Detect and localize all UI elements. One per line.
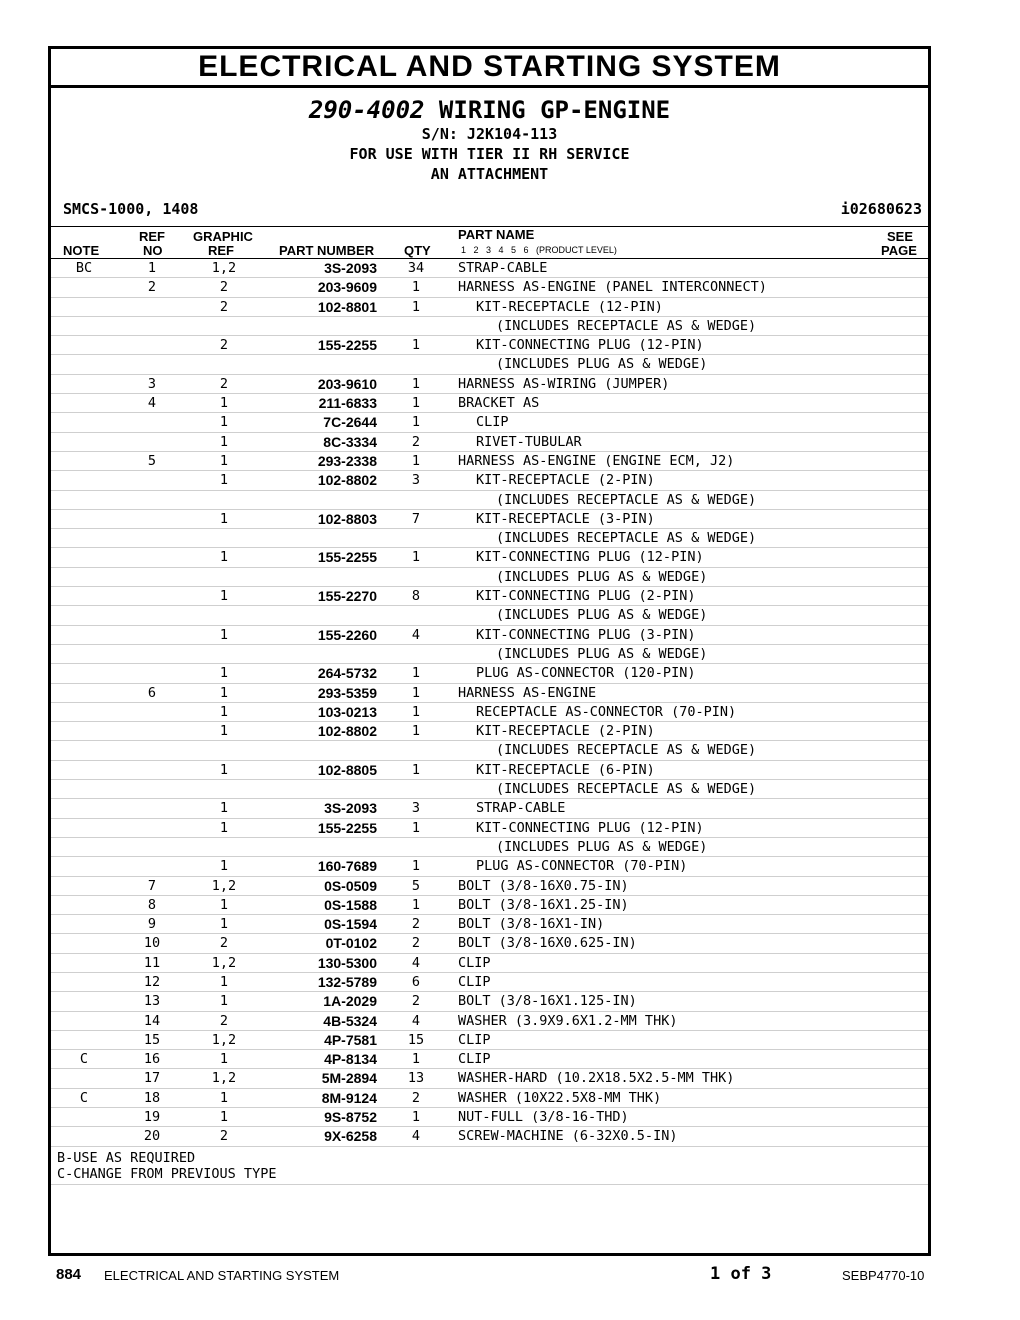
part-name-cell: BOLT (3/8-16X1.25-IN)	[458, 896, 629, 913]
parts-page-frame	[48, 46, 931, 1256]
table-row	[51, 529, 928, 548]
table-row	[51, 819, 928, 838]
group-title	[51, 96, 928, 124]
part-name-cell: (INCLUDES PLUG AS & WEDGE)	[496, 356, 708, 373]
part-number-cell: 5M-2894	[321, 1070, 377, 1087]
qty-cell: 1	[411, 703, 421, 720]
part-name-cell: STRAP-CABLE	[476, 800, 566, 817]
ref-no-cell: 16	[143, 1051, 161, 1068]
note-c: C-CHANGE FROM PREVIOUS TYPE	[57, 1165, 277, 1182]
qty-cell: 1	[411, 549, 421, 566]
header-graphic-top: GRAPHIC	[193, 229, 253, 244]
part-number-cell: 102-8801	[317, 298, 377, 315]
graphic-ref-cell: 1	[219, 665, 229, 682]
table-row	[51, 548, 928, 567]
part-number-cell: 4P-7581	[324, 1031, 377, 1048]
qty-cell: 3	[411, 800, 421, 817]
note-cell: BC	[75, 260, 93, 276]
header-ref-bottom: NO	[143, 243, 163, 258]
part-name-cell: BOLT (3/8-16X1-IN)	[458, 916, 605, 933]
qty-cell: 2	[411, 935, 421, 952]
table-row	[51, 491, 928, 510]
ref-no-cell: 17	[143, 1070, 161, 1087]
part-name-cell: (INCLUDES RECEPTACLE AS & WEDGE)	[496, 491, 757, 508]
table-row	[51, 934, 928, 953]
part-name-cell: STRAP-CABLE	[458, 260, 548, 276]
part-name-cell: BOLT (3/8-16X0.75-IN)	[458, 877, 629, 894]
table-row	[51, 1050, 928, 1069]
table-row	[51, 452, 928, 471]
table-row	[51, 1089, 928, 1108]
qty-cell: 1	[411, 896, 421, 913]
usage-line-1: FOR USE WITH TIER II RH SERVICE	[349, 145, 630, 163]
graphic-ref-cell: 2	[219, 375, 229, 392]
part-number-cell: 130-5300	[317, 954, 377, 971]
qty-cell: 4	[411, 954, 421, 971]
part-name-cell: BOLT (3/8-16X1.125-IN)	[458, 993, 637, 1010]
ref-no-cell: 3	[147, 375, 157, 392]
ref-no-cell: 11	[143, 954, 161, 971]
graphic-ref-cell: 1	[219, 800, 229, 817]
graphic-ref-cell: 1,2	[211, 260, 237, 276]
table-row	[51, 838, 928, 857]
table-row	[51, 780, 928, 799]
part-name-cell: KIT-CONNECTING PLUG (3-PIN)	[476, 626, 696, 643]
ref-no-cell: 13	[143, 993, 161, 1010]
qty-cell: 13	[407, 1070, 425, 1087]
ref-no-cell: 10	[143, 935, 161, 952]
part-number-cell: 8M-9124	[321, 1089, 377, 1106]
graphic-ref-cell: 1	[219, 626, 229, 643]
part-name-cell: SCREW-MACHINE (6-32X0.5-IN)	[458, 1128, 678, 1145]
part-name-cell: WASHER-HARD (10.2X18.5X2.5-MM THK)	[458, 1070, 735, 1087]
graphic-ref-cell: 2	[219, 298, 229, 315]
qty-cell: 2	[411, 993, 421, 1010]
part-name-cell: PLUG AS-CONNECTOR (120-PIN)	[476, 665, 696, 682]
notes-block	[51, 1147, 928, 1185]
table-row	[51, 278, 928, 297]
part-number-cell: 155-2255	[317, 337, 377, 354]
part-number-cell: 103-0213	[317, 703, 377, 720]
table-row	[51, 336, 928, 355]
header-part-name: PART NAME	[458, 227, 535, 242]
table-row	[51, 355, 928, 374]
group-number: 290-4002	[308, 96, 425, 124]
group-name: WIRING GP-ENGINE	[438, 96, 671, 124]
part-name-cell: CLIP	[458, 954, 491, 971]
graphic-ref-cell: 1	[219, 684, 229, 701]
part-number-cell: 293-2338	[317, 452, 377, 469]
graphic-ref-cell: 2	[219, 1128, 229, 1145]
part-name-cell: KIT-RECEPTACLE (2-PIN)	[476, 723, 655, 740]
header-see-top: SEE	[887, 229, 914, 244]
graphic-ref-cell: 1	[219, 510, 229, 527]
ref-no-cell: 19	[143, 1109, 161, 1126]
table-row	[51, 722, 928, 741]
qty-cell: 1	[411, 414, 421, 431]
usage-line-2: AN ATTACHMENT	[430, 165, 549, 183]
graphic-ref-cell: 1	[219, 993, 229, 1010]
part-number-cell: 155-2255	[317, 549, 377, 566]
graphic-ref-cell: 1	[219, 1051, 229, 1068]
qty-cell: 2	[411, 916, 421, 933]
part-number-cell: 155-2255	[317, 819, 377, 836]
graphic-ref-cell: 1	[219, 549, 229, 566]
table-row	[51, 954, 928, 973]
part-name-cell: WASHER (10X22.5X8-MM THK)	[458, 1089, 662, 1106]
part-number-cell: 293-5359	[317, 684, 377, 701]
qty-cell: 1	[411, 395, 421, 412]
part-number-cell: 102-8803	[317, 510, 377, 527]
graphic-ref-cell: 1	[219, 395, 229, 412]
graphic-ref-cell: 1	[219, 723, 229, 740]
graphic-ref-cell: 1,2	[211, 954, 237, 971]
qty-cell: 1	[411, 1051, 421, 1068]
graphic-ref-cell: 1	[219, 1089, 229, 1106]
table-row	[51, 1012, 928, 1031]
part-number-cell: 264-5732	[317, 665, 377, 682]
ref-no-cell: 5	[147, 452, 157, 469]
graphic-ref-cell: 1	[219, 761, 229, 778]
table-row	[51, 664, 928, 683]
qty-cell: 4	[411, 1128, 421, 1145]
part-number-cell: 102-8805	[317, 761, 377, 778]
qty-cell: 8	[411, 588, 421, 605]
graphic-ref-cell: 1	[219, 896, 229, 913]
table-row	[51, 375, 928, 394]
part-name-cell: HARNESS AS-WIRING (JUMPER)	[458, 375, 670, 392]
part-name-cell: CLIP	[458, 1051, 491, 1068]
qty-cell: 7	[411, 510, 421, 527]
qty-cell: 1	[411, 761, 421, 778]
ref-no-cell: 15	[143, 1031, 161, 1048]
part-name-cell: KIT-RECEPTACLE (3-PIN)	[476, 510, 655, 527]
part-number-cell: 8C-3334	[323, 433, 377, 450]
graphic-ref-cell: 1	[219, 858, 229, 875]
part-name-cell: (INCLUDES RECEPTACLE AS & WEDGE)	[496, 742, 757, 759]
part-name-cell: CLIP	[476, 414, 509, 431]
qty-cell: 1	[411, 452, 421, 469]
table-row	[51, 645, 928, 664]
table-row	[51, 1108, 928, 1127]
qty-cell: 4	[411, 1012, 421, 1029]
part-number-cell: 0S-1588	[324, 896, 377, 913]
part-name-cell: (INCLUDES RECEPTACLE AS & WEDGE)	[496, 317, 757, 334]
graphic-ref-cell: 1,2	[211, 1070, 237, 1087]
part-name-cell: PLUG AS-CONNECTOR (70-PIN)	[476, 858, 688, 875]
table-row	[51, 1069, 928, 1088]
table-row	[51, 857, 928, 876]
part-name-cell: RECEPTACLE AS-CONNECTOR (70-PIN)	[476, 703, 737, 720]
part-number-cell: 3S-2093	[324, 260, 377, 276]
header-product-levels: 1 2 3 4 5 6 (PRODUCT LEVEL)	[461, 245, 617, 255]
qty-cell: 1	[411, 337, 421, 354]
qty-cell: 1	[411, 858, 421, 875]
part-name-cell: KIT-CONNECTING PLUG (12-PIN)	[476, 549, 704, 566]
qty-cell: 1	[411, 665, 421, 682]
graphic-ref-cell: 2	[219, 279, 229, 296]
table-row	[51, 877, 928, 896]
table-row	[51, 606, 928, 625]
graphic-ref-cell: 1	[219, 588, 229, 605]
qty-cell: 5	[411, 877, 421, 894]
qty-cell: 1	[411, 1109, 421, 1126]
header-see-bottom: PAGE	[881, 243, 917, 258]
part-name-cell: (INCLUDES PLUG AS & WEDGE)	[496, 645, 708, 662]
part-number-cell: 155-2270	[317, 588, 377, 605]
part-name-cell: (INCLUDES PLUG AS & WEDGE)	[496, 838, 708, 855]
part-name-cell: (INCLUDES RECEPTACLE AS & WEDGE)	[496, 530, 757, 547]
table-row	[51, 761, 928, 780]
qty-cell: 6	[411, 973, 421, 990]
qty-cell: 2	[411, 433, 421, 450]
qty-cell: 1	[411, 723, 421, 740]
part-number-cell: 9S-8752	[324, 1109, 377, 1126]
qty-cell: 15	[407, 1031, 425, 1048]
table-row	[51, 317, 928, 336]
table-row	[51, 684, 928, 703]
part-number-cell: 9X-6258	[324, 1128, 377, 1145]
ref-no-cell: 2	[147, 279, 157, 296]
table-row	[51, 915, 928, 934]
qty-cell: 2	[411, 1089, 421, 1106]
qty-cell: 1	[411, 298, 421, 315]
illustration-id: i02680623	[840, 200, 922, 218]
graphic-ref-cell: 1	[219, 414, 229, 431]
qty-cell: 4	[411, 626, 421, 643]
part-name-cell: HARNESS AS-ENGINE (PANEL INTERCONNECT)	[458, 279, 767, 296]
part-name-cell: BOLT (3/8-16X0.625-IN)	[458, 935, 637, 952]
table-row	[51, 587, 928, 606]
part-name-cell: HARNESS AS-ENGINE (ENGINE ECM, J2)	[458, 452, 735, 469]
ref-no-cell: 1	[147, 260, 157, 276]
column-headers	[51, 227, 928, 259]
footer-page-of: 1 of 3	[710, 1264, 772, 1284]
note-cell: C	[79, 1089, 89, 1106]
ref-no-cell: 18	[143, 1089, 161, 1106]
part-number-cell: 7C-2644	[323, 414, 377, 431]
ref-no-cell: 4	[147, 395, 157, 412]
graphic-ref-cell: 1	[219, 1109, 229, 1126]
part-name-cell: KIT-RECEPTACLE (12-PIN)	[476, 298, 663, 315]
header-qty: QTY	[404, 243, 431, 258]
part-number-cell: 102-8802	[317, 472, 377, 489]
part-name-cell: CLIP	[458, 973, 491, 990]
qty-cell: 1	[411, 375, 421, 392]
part-number-cell: 203-9610	[317, 375, 377, 392]
table-row	[51, 510, 928, 529]
table-row	[51, 741, 928, 760]
ref-no-cell: 8	[147, 896, 157, 913]
table-row	[51, 703, 928, 722]
table-row	[51, 471, 928, 490]
part-name-cell: (INCLUDES RECEPTACLE AS & WEDGE)	[496, 781, 757, 798]
graphic-ref-cell: 1	[219, 916, 229, 933]
table-row	[51, 973, 928, 992]
part-number-cell: 160-7689	[317, 858, 377, 875]
header-note: NOTE	[63, 243, 100, 258]
table-row	[51, 568, 928, 587]
qty-cell: 1	[411, 279, 421, 296]
part-number-cell: 155-2260	[317, 626, 377, 643]
table-row	[51, 413, 928, 432]
ref-no-cell: 12	[143, 973, 161, 990]
section-title: ELECTRICAL AND STARTING SYSTEM	[51, 49, 928, 88]
graphic-ref-cell: 2	[219, 337, 229, 354]
ref-no-cell: 6	[147, 684, 157, 701]
graphic-ref-cell: 1,2	[211, 1031, 237, 1048]
header-part-number: PART NUMBER	[279, 243, 375, 258]
qty-cell: 1	[411, 819, 421, 836]
part-name-cell: KIT-CONNECTING PLUG (12-PIN)	[476, 337, 704, 354]
part-name-cell: KIT-CONNECTING PLUG (12-PIN)	[476, 819, 704, 836]
table-row	[51, 626, 928, 645]
ref-no-cell: 7	[147, 877, 157, 894]
smcs-code: SMCS-1000, 1408	[63, 200, 199, 218]
serial-number: S/N: J2K104-113	[421, 125, 558, 143]
part-number-cell: 203-9609	[317, 279, 377, 296]
part-name-cell: NUT-FULL (3/8-16-THD)	[458, 1109, 629, 1126]
graphic-ref-cell: 2	[219, 935, 229, 952]
part-number-cell: 0T-0102	[325, 935, 377, 952]
part-number-cell: 1A-2029	[323, 993, 377, 1010]
graphic-ref-cell: 1	[219, 703, 229, 720]
part-number-cell: 4P-8134	[324, 1051, 377, 1068]
table-row	[51, 298, 928, 317]
header-ref-top: REF	[139, 229, 165, 244]
part-name-cell: HARNESS AS-ENGINE	[458, 684, 597, 701]
footer-section: ELECTRICAL AND STARTING SYSTEM	[104, 1268, 340, 1283]
parts-list	[51, 259, 928, 1147]
table-row	[51, 992, 928, 1011]
graphic-ref-cell: 1	[219, 973, 229, 990]
part-name-cell: RIVET-TUBULAR	[476, 433, 582, 450]
page-footer	[56, 1266, 936, 1288]
table-row	[51, 799, 928, 818]
part-number-cell: 0S-1594	[324, 916, 377, 933]
table-row	[51, 1031, 928, 1050]
part-name-cell: CLIP	[458, 1031, 491, 1048]
ref-no-cell: 20	[143, 1128, 161, 1145]
qty-cell: 34	[407, 260, 425, 276]
group-header	[51, 96, 928, 227]
ref-no-cell: 9	[147, 916, 157, 933]
footer-page-number: 884	[56, 1266, 82, 1283]
part-name-cell: KIT-CONNECTING PLUG (2-PIN)	[476, 588, 696, 605]
part-number-cell: 211-6833	[318, 395, 377, 412]
part-number-cell: 4B-5324	[323, 1012, 377, 1029]
table-row	[51, 394, 928, 413]
part-number-cell: 132-5789	[317, 973, 377, 990]
table-row	[51, 896, 928, 915]
table-row	[51, 1127, 928, 1146]
qty-cell: 1	[411, 684, 421, 701]
graphic-ref-cell: 1	[219, 819, 229, 836]
part-name-cell: WASHER (3.9X9.6X1.2-MM THK)	[458, 1012, 678, 1029]
table-row	[51, 433, 928, 452]
qty-cell: 3	[411, 472, 421, 489]
table-row	[51, 259, 928, 278]
graphic-ref-cell: 1,2	[211, 877, 237, 894]
part-name-cell: KIT-RECEPTACLE (6-PIN)	[476, 761, 655, 778]
part-name-cell: (INCLUDES PLUG AS & WEDGE)	[496, 568, 708, 585]
part-number-cell: 3S-2093	[324, 800, 377, 817]
ref-no-cell: 14	[143, 1012, 161, 1029]
graphic-ref-cell: 1	[219, 472, 229, 489]
note-b: B-USE AS REQUIRED	[57, 1149, 196, 1166]
graphic-ref-cell: 1	[219, 452, 229, 469]
note-cell: C	[79, 1051, 89, 1068]
graphic-ref-cell: 1	[219, 433, 229, 450]
part-number-cell: 102-8802	[317, 723, 377, 740]
graphic-ref-cell: 2	[219, 1012, 229, 1029]
part-name-cell: (INCLUDES PLUG AS & WEDGE)	[496, 607, 708, 624]
part-number-cell: 0S-0509	[324, 877, 377, 894]
part-name-cell: KIT-RECEPTACLE (2-PIN)	[476, 472, 655, 489]
part-name-cell: BRACKET AS	[458, 395, 540, 412]
header-graphic-bottom: REF	[208, 243, 234, 258]
footer-doc-id: SEBP4770-10	[842, 1268, 925, 1283]
